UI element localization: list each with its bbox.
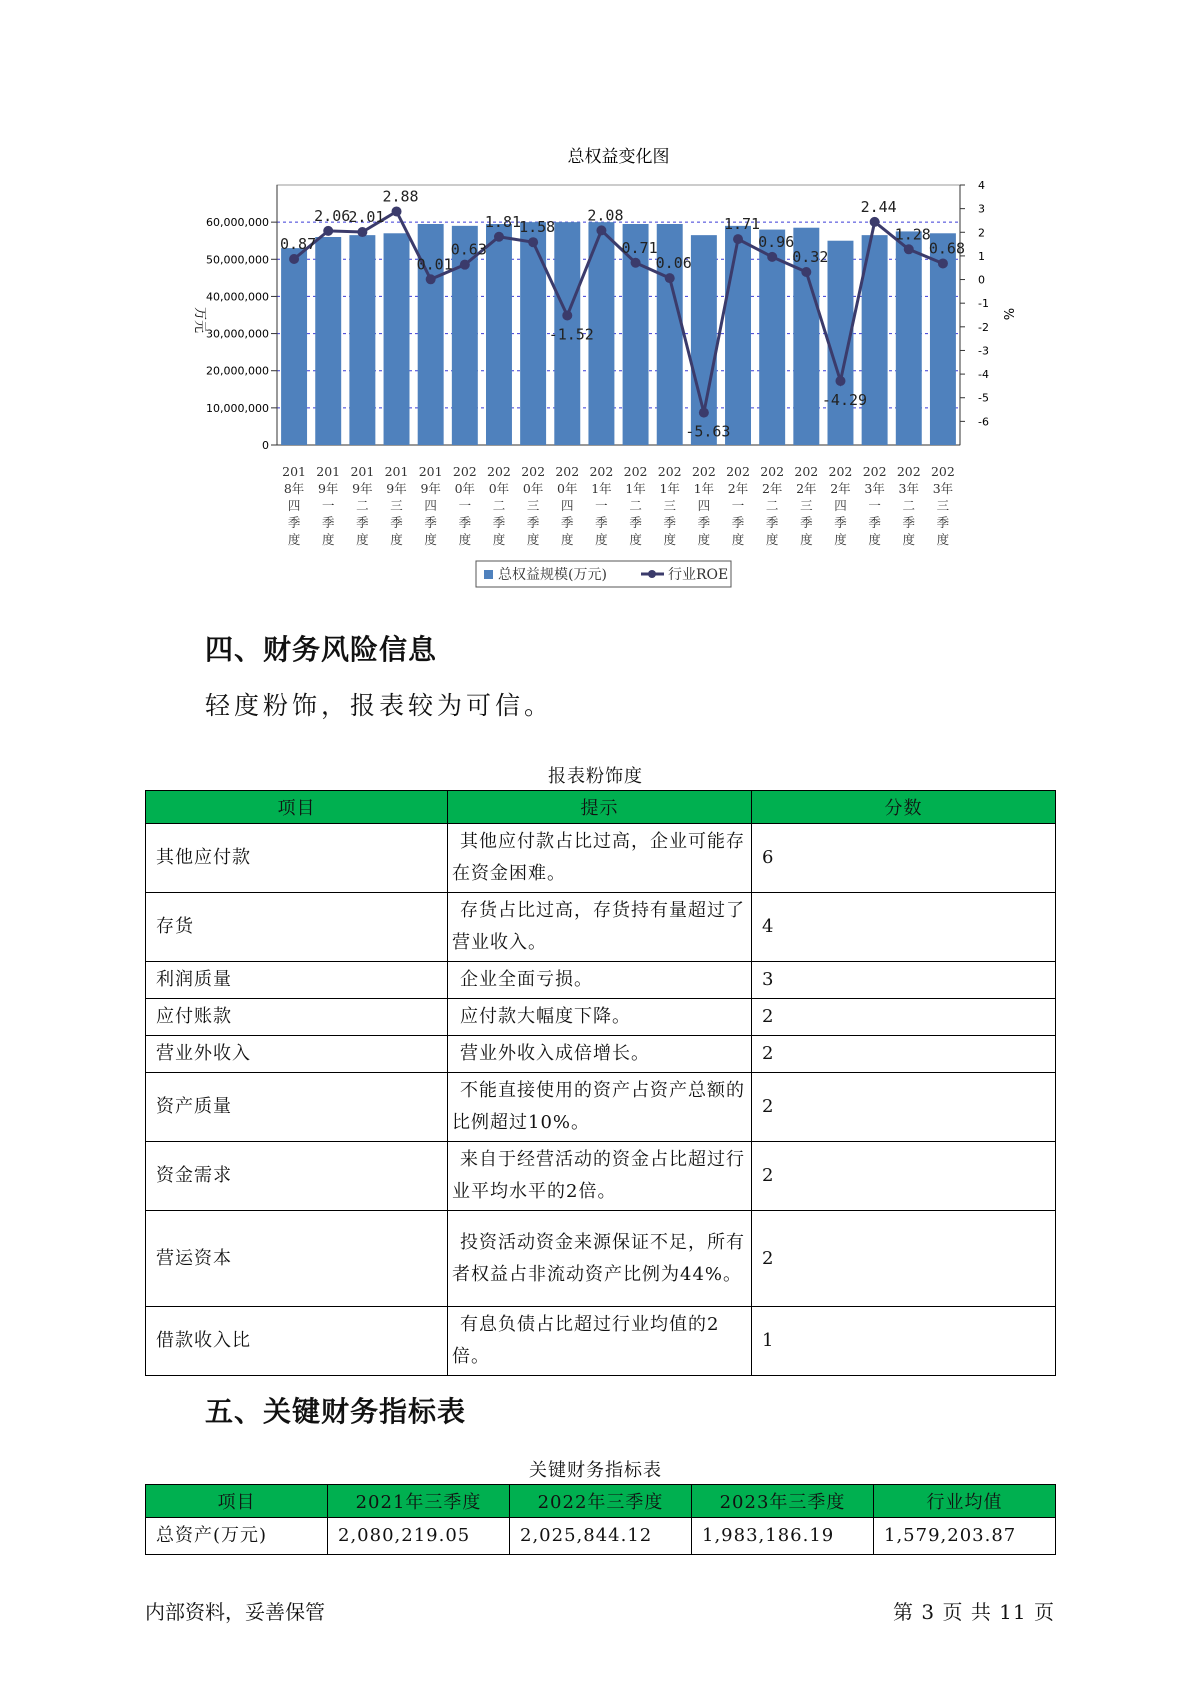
- x-tick-label: 202: [657, 464, 682, 479]
- value-industry-avg: 1,579,203.87: [874, 1518, 1056, 1555]
- x-tick-label: 202: [930, 464, 955, 479]
- x-tick-label: 202: [691, 464, 716, 479]
- roe-point: [904, 244, 914, 254]
- risk-score: 4: [752, 893, 1056, 962]
- risk-table: [145, 790, 1056, 1376]
- roe-data-label: 0.87: [280, 234, 317, 253]
- x-tick-label: 度: [868, 532, 881, 547]
- roe-point: [460, 260, 470, 270]
- risk-item: 其他应付款: [146, 824, 448, 893]
- x-tick-label: 9年: [317, 481, 339, 496]
- header-2022q3: 2022年三季度: [510, 1485, 692, 1518]
- x-tick-label: 202: [862, 464, 887, 479]
- y2-tick-label: -2: [978, 320, 989, 334]
- header-2023q3: 2023年三季度: [692, 1485, 874, 1518]
- roe-data-label: 0.71: [621, 238, 658, 257]
- roe-data-label: 0.68: [928, 239, 965, 258]
- x-tick-label: 0年: [557, 481, 578, 496]
- y-tick-label: 10,000,000: [206, 401, 269, 415]
- x-tick-label: 二: [356, 498, 369, 513]
- roe-data-label: 1.28: [894, 225, 931, 244]
- header-item: 项目: [146, 791, 448, 824]
- risk-table-row: [146, 962, 1056, 999]
- y2-tick-label: -5: [978, 391, 989, 405]
- x-tick-label: 季: [390, 515, 403, 530]
- roe-data-label: -4.29: [821, 390, 868, 409]
- roe-data-label: 0.96: [758, 232, 795, 251]
- x-tick-label: 202: [828, 464, 853, 479]
- y2-tick-label: -1: [978, 297, 989, 311]
- indicator-table-row: [146, 1518, 1056, 1555]
- indicator-table-caption: 关键财务指标表: [529, 1460, 662, 1481]
- y2-tick-label: 3: [978, 202, 985, 216]
- x-tick-label: 季: [595, 515, 608, 530]
- x-tick-label: 度: [356, 532, 369, 547]
- x-tick-label: 季: [356, 515, 369, 530]
- roe-data-label: 0.06: [655, 254, 692, 273]
- x-tick-label: 度: [321, 532, 335, 547]
- x-tick-label: 季: [663, 515, 676, 530]
- x-tick-label: 1年: [625, 481, 646, 496]
- x-tick-label: 201: [350, 464, 375, 479]
- risk-hint: 其他应付款占比过高，企业可能存在资金困难。: [448, 824, 752, 893]
- x-tick-label: 3年: [898, 481, 920, 496]
- y-tick-label: 0: [262, 439, 269, 452]
- indicator-table-header: [146, 1485, 1056, 1518]
- risk-table-row: [146, 824, 1056, 893]
- roe-point: [562, 310, 572, 320]
- x-tick-label: 202: [794, 464, 819, 479]
- indicators-heading: 五、关键财务指标表: [205, 1395, 467, 1428]
- bar: [520, 222, 546, 445]
- x-tick-label: 二: [902, 498, 916, 513]
- roe-data-label: 0.01: [416, 255, 453, 274]
- x-tick-label: 2年: [830, 481, 851, 496]
- risk-hint: 投资活动资金来源保证不足，所有者权益占非流动资产比例为44%。: [448, 1211, 752, 1307]
- x-tick-label: 度: [492, 532, 506, 547]
- x-tick-label: 3年: [932, 481, 954, 496]
- risk-hint: 存货占比过高，存货持有量超过了营业收入。: [448, 893, 752, 962]
- roe-data-label: 2.08: [587, 206, 624, 225]
- header-score: 分数: [752, 791, 1056, 824]
- x-tick-label: 度: [936, 532, 950, 547]
- x-tick-label: 1年: [659, 481, 680, 496]
- x-tick-label: 度: [834, 532, 847, 547]
- x-tick-label: 季: [561, 515, 574, 530]
- bar: [384, 233, 410, 445]
- header-item: 项目: [146, 1485, 328, 1518]
- risk-score: 2: [752, 1142, 1056, 1211]
- x-tick-label: 季: [458, 515, 472, 530]
- risk-item: 营业外收入: [146, 1036, 448, 1073]
- x-tick-label: 三: [390, 498, 403, 513]
- roe-data-label: 2.01: [348, 208, 385, 227]
- chart-title: 总权益变化图: [567, 147, 670, 167]
- x-tick-label: 度: [902, 532, 916, 547]
- x-tick-label: 201: [384, 464, 409, 479]
- x-tick-label: 季: [629, 515, 642, 530]
- value-2022q3: 2,025,844.12: [510, 1518, 692, 1555]
- x-tick-label: 度: [629, 532, 642, 547]
- risk-table-header: [146, 791, 1056, 824]
- x-tick-label: 季: [902, 515, 916, 530]
- x-tick-label: 度: [731, 532, 745, 547]
- x-tick-label: 季: [697, 515, 711, 530]
- roe-data-label: 2.88: [382, 187, 419, 206]
- roe-data-label: 0.63: [450, 240, 487, 259]
- x-tick-label: 201: [316, 464, 341, 479]
- roe-data-label: 1.71: [723, 215, 761, 234]
- x-tick-label: 季: [731, 515, 745, 530]
- x-tick-label: 季: [287, 515, 301, 530]
- chart-svg: [0, 0, 1191, 600]
- x-tick-label: 201: [282, 464, 307, 479]
- value-2021q3: 2,080,219.05: [328, 1518, 510, 1555]
- risk-item: 借款收入比: [146, 1307, 448, 1376]
- risk-table-row: [146, 1211, 1056, 1307]
- bar: [281, 248, 307, 445]
- roe-data-label: -5.63: [685, 422, 731, 441]
- header-industry-avg: 行业均值: [874, 1485, 1056, 1518]
- x-tick-label: 一: [868, 498, 881, 513]
- x-tick-label: 一: [321, 498, 335, 513]
- x-tick-label: 季: [321, 515, 335, 530]
- risk-table-caption: 报表粉饰度: [548, 766, 643, 787]
- x-tick-label: 度: [287, 532, 301, 547]
- x-tick-label: 202: [452, 464, 477, 479]
- risk-item: 利润质量: [146, 962, 448, 999]
- roe-point: [665, 273, 675, 283]
- roe-point: [596, 225, 606, 235]
- header-2021q3: 2021年三季度: [328, 1485, 510, 1518]
- x-tick-label: 2年: [796, 481, 817, 496]
- x-tick-label: 2年: [727, 481, 749, 496]
- x-tick-label: 季: [424, 515, 437, 530]
- value-2023q3: 1,983,186.19: [692, 1518, 874, 1555]
- x-tick-label: 一: [731, 498, 745, 513]
- bar: [315, 237, 341, 445]
- risk-summary: 轻度粉饰，报表较为可信。: [205, 691, 554, 720]
- x-tick-label: 三: [936, 498, 950, 513]
- bar: [623, 224, 649, 445]
- x-tick-label: 3年: [864, 481, 885, 496]
- roe-data-label: 1.58: [519, 218, 556, 237]
- roe-point: [801, 267, 811, 277]
- risk-hint: 应付款大幅度下降。: [448, 999, 752, 1036]
- y2-axis-title: %: [1000, 307, 1015, 321]
- y2-tick-label: 1: [978, 249, 985, 263]
- x-tick-label: 季: [936, 515, 950, 530]
- roe-point: [733, 234, 743, 244]
- risk-hint: 有息负债占比超过行业均值的2倍。: [448, 1307, 752, 1376]
- risk-table-row: [146, 1142, 1056, 1211]
- x-tick-label: 202: [760, 464, 785, 479]
- x-tick-label: 度: [697, 532, 711, 547]
- roe-point: [699, 408, 709, 418]
- bar: [896, 231, 922, 445]
- risk-score: 3: [752, 962, 1056, 999]
- x-tick-label: 三: [800, 498, 813, 513]
- x-tick-label: 0年: [488, 481, 510, 496]
- y2-tick-label: -3: [978, 344, 989, 358]
- x-tick-label: 1年: [591, 481, 612, 496]
- y2-tick-label: 4: [978, 179, 985, 192]
- indicator-table: [145, 1484, 1056, 1555]
- risk-item: 应付账款: [146, 999, 448, 1036]
- x-tick-label: 二: [629, 498, 642, 513]
- x-tick-label: 202: [623, 464, 648, 479]
- x-tick-label: 四: [697, 498, 711, 513]
- x-tick-label: 202: [521, 464, 546, 479]
- roe-data-label: 2.06: [314, 206, 351, 225]
- x-tick-label: 度: [765, 532, 779, 547]
- header-hint: 提示: [448, 791, 752, 824]
- risk-table-row: [146, 1307, 1056, 1376]
- x-tick-label: 季: [868, 515, 881, 530]
- roe-data-label: 1.81: [484, 212, 522, 231]
- risk-table-row: [146, 893, 1056, 962]
- roe-point: [357, 227, 367, 237]
- x-tick-label: 0年: [522, 481, 544, 496]
- x-tick-label: 2年: [761, 481, 783, 496]
- x-tick-label: 202: [487, 464, 511, 479]
- indicator-item: 总资产(万元): [146, 1518, 328, 1555]
- x-tick-label: 度: [561, 532, 574, 547]
- x-tick-label: 1年: [693, 481, 715, 496]
- risk-item: 资金需求: [146, 1142, 448, 1211]
- risk-score: 6: [752, 824, 1056, 893]
- x-tick-label: 8年: [283, 481, 305, 496]
- risk-hint: 营业外收入成倍增长。: [448, 1036, 752, 1073]
- x-tick-label: 一: [595, 498, 608, 513]
- legend-bar-swatch: [484, 570, 493, 579]
- x-tick-label: 三: [526, 498, 540, 513]
- risk-score: 2: [752, 1073, 1056, 1142]
- x-tick-label: 201: [418, 464, 443, 479]
- roe-point: [494, 232, 504, 242]
- y-tick-label: 60,000,000: [206, 216, 269, 230]
- x-tick-label: 202: [589, 464, 614, 479]
- x-tick-label: 202: [726, 464, 750, 479]
- bar: [486, 224, 512, 445]
- y2-tick-label: -4: [978, 368, 989, 382]
- legend-line-label: 行业ROE: [668, 567, 729, 583]
- risk-hint: 不能直接使用的资产占资产总额的比例超过10%。: [448, 1073, 752, 1142]
- x-tick-label: 202: [896, 464, 921, 479]
- risk-score: 2: [752, 999, 1056, 1036]
- equity-chart: [0, 0, 1191, 600]
- y-tick-label: 30,000,000: [206, 327, 269, 341]
- x-tick-label: 度: [458, 532, 472, 547]
- risk-item: 资产质量: [146, 1073, 448, 1142]
- x-tick-label: 季: [492, 515, 506, 530]
- risk-item: 营运资本: [146, 1211, 448, 1307]
- x-tick-label: 季: [526, 515, 540, 530]
- x-tick-label: 度: [595, 532, 608, 547]
- risk-table-row: [146, 1073, 1056, 1142]
- roe-data-label: 0.32: [792, 247, 829, 266]
- roe-data-label: 2.44: [860, 197, 897, 216]
- x-tick-label: 季: [834, 515, 847, 530]
- x-tick-label: 四: [287, 498, 301, 513]
- footer-page-number: 第 3 页 共 11 页: [893, 1600, 1055, 1624]
- risk-hint: 来自于经营活动的资金占比超过行业平均水平的2倍。: [448, 1142, 752, 1211]
- x-tick-label: 四: [834, 498, 847, 513]
- x-tick-label: 9年: [420, 481, 441, 496]
- y2-tick-label: -6: [978, 415, 989, 429]
- risk-hint: 企业全面亏损。: [448, 962, 752, 999]
- y-axis-title: 万元: [192, 306, 207, 334]
- x-tick-label: 度: [663, 532, 676, 547]
- bar: [725, 226, 751, 445]
- roe-point: [767, 252, 777, 262]
- risk-heading: 四、财务风险信息: [205, 633, 438, 666]
- legend-line-marker: [648, 570, 656, 578]
- y2-tick-label: 0: [978, 273, 985, 287]
- y-tick-label: 50,000,000: [206, 253, 269, 267]
- x-tick-label: 度: [526, 532, 540, 547]
- x-tick-label: 四: [424, 498, 437, 513]
- risk-score: 2: [752, 1211, 1056, 1307]
- roe-data-label: -1.52: [548, 325, 594, 344]
- roe-point: [426, 274, 436, 284]
- roe-point: [938, 258, 948, 268]
- risk-table-row: [146, 999, 1056, 1036]
- x-tick-label: 202: [555, 464, 580, 479]
- risk-item: 存货: [146, 893, 448, 962]
- footer-confidential-note: 内部资料，妥善保管: [145, 1600, 325, 1624]
- x-tick-label: 0年: [454, 481, 476, 496]
- roe-point: [323, 226, 333, 236]
- x-tick-label: 度: [800, 532, 813, 547]
- y-tick-label: 40,000,000: [206, 290, 269, 304]
- x-tick-label: 度: [390, 532, 403, 547]
- y-tick-label: 20,000,000: [206, 364, 269, 378]
- x-tick-label: 四: [561, 498, 574, 513]
- risk-score: 2: [752, 1036, 1056, 1073]
- x-tick-label: 季: [800, 515, 813, 530]
- risk-table-row: [146, 1036, 1056, 1073]
- roe-point: [289, 254, 299, 264]
- x-tick-label: 二: [492, 498, 506, 513]
- bar: [349, 235, 375, 445]
- roe-point: [528, 237, 538, 247]
- x-tick-label: 一: [458, 498, 472, 513]
- roe-point: [392, 206, 402, 216]
- risk-score: 1: [752, 1307, 1056, 1376]
- x-tick-label: 9年: [386, 481, 407, 496]
- x-tick-label: 二: [765, 498, 779, 513]
- x-tick-label: 9年: [352, 481, 373, 496]
- x-tick-label: 季: [765, 515, 779, 530]
- x-tick-label: 度: [424, 532, 437, 547]
- roe-point: [631, 258, 641, 268]
- legend-bar-label: 总权益规模(万元): [498, 567, 607, 583]
- roe-point: [835, 376, 845, 386]
- roe-point: [870, 217, 880, 227]
- y2-tick-label: 2: [978, 226, 985, 240]
- x-tick-label: 三: [663, 498, 676, 513]
